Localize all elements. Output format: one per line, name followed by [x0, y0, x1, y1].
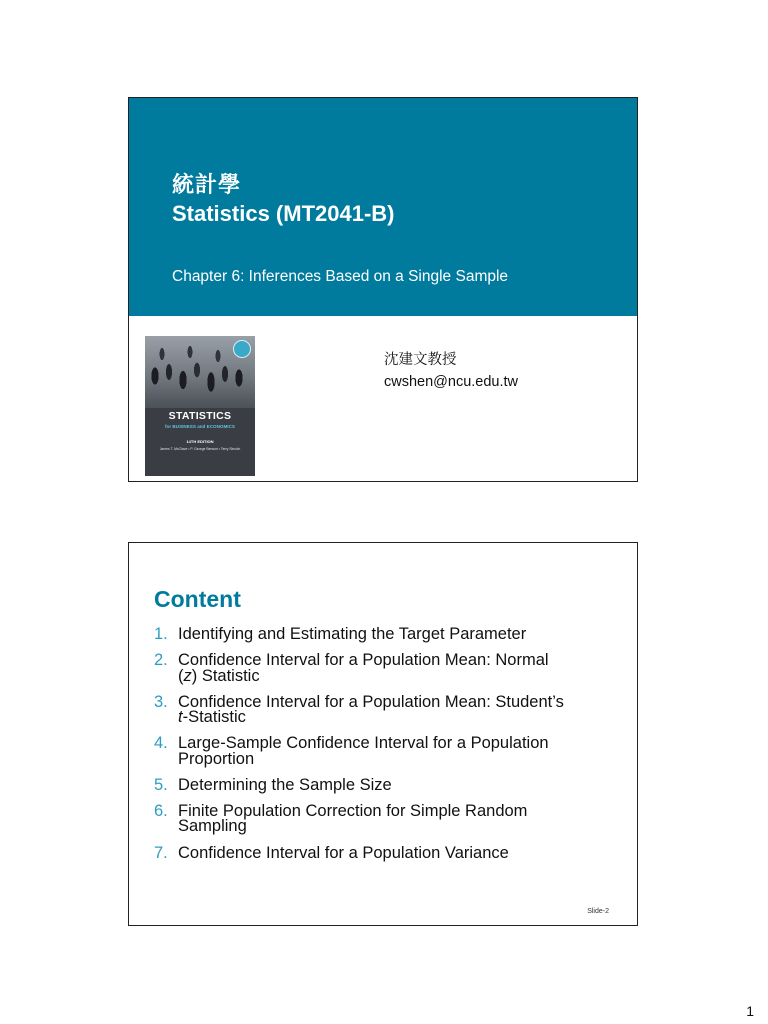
list-item-text: Confidence Interval for a Population Mean: Normal (z) Statistic — [178, 651, 549, 685]
list-item — [154, 692, 624, 727]
instructor-name: 沈建文教授 — [384, 352, 457, 368]
cover-subtitle: for BUSINESS and ECONOMICS — [165, 424, 235, 429]
title-band — [129, 98, 637, 316]
list-item-text: Identifying and Estimating the Target Parameter — [178, 625, 527, 643]
content-slide — [128, 542, 638, 926]
list-item — [154, 775, 624, 794]
list-item — [154, 736, 624, 767]
list-item — [154, 627, 624, 643]
global-edition-badge-icon — [233, 340, 251, 358]
textbook-cover-image — [145, 336, 255, 476]
list-item — [154, 843, 624, 862]
cover-title: STATISTICS — [168, 410, 232, 422]
cover-authors: James T. McClave • P. George Benson • Terry Sincich — [159, 447, 241, 451]
list-item-number: 4. — [154, 734, 168, 753]
list-item-number: 7. — [154, 843, 168, 862]
title-slide — [128, 97, 638, 482]
course-title: Statistics (MT2041-B) — [172, 201, 395, 226]
list-item-number: 3. — [154, 692, 168, 711]
page-number: 1 — [746, 1003, 754, 1019]
list-item-text: Large-Sample Confidence Interval for a Population Proportion — [178, 734, 549, 768]
slide-number: Slide-2 — [587, 908, 609, 915]
list-item-number: 5. — [154, 775, 168, 794]
instructor-email: cwshen@ncu.edu.tw — [384, 374, 519, 390]
slide-title: Content — [154, 586, 241, 612]
course-title-chinese: 統計學 — [172, 173, 242, 198]
chapter-title: Chapter 6: Inferences Based on a Single Sample — [172, 268, 509, 285]
list-item-number: 6. — [154, 801, 168, 820]
content-list — [154, 627, 624, 872]
list-item-text: Confidence Interval for a Population Mean: Student’s t-Statistic — [178, 692, 564, 727]
list-item-text: Finite Population Correction for Simple Random Sampling — [178, 801, 528, 836]
list-item-number: 2. — [154, 651, 168, 670]
cover-edition: 14TH EDITION — [186, 439, 214, 444]
list-item — [154, 801, 624, 836]
list-item — [154, 653, 624, 684]
instructor-info — [384, 349, 518, 393]
list-item-text: Determining the Sample Size — [178, 775, 392, 794]
list-item-text: Confidence Interval for a Population Variance — [178, 843, 509, 862]
list-item-number: 1. — [154, 625, 168, 643]
